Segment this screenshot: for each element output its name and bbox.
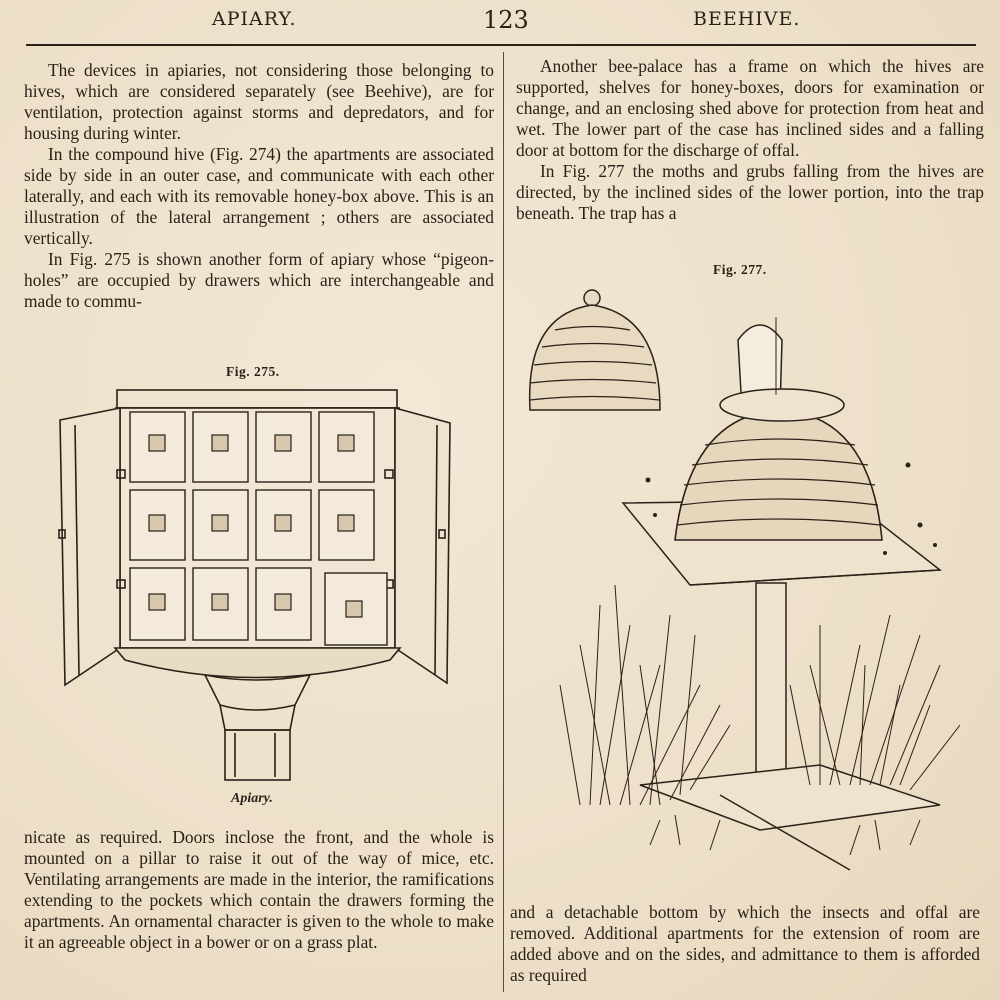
paragraph: In Fig. 275 is shown another form of apiary whose “pigeon-holes” are occupied by drawers which are interchangeable and made to commu-: [24, 249, 494, 311]
right-column-continuation: [510, 902, 980, 986]
figure-277-label: Fig. 277.: [713, 262, 767, 277]
figure-277-beehive-trap: [520, 285, 970, 885]
left-column-continuation: [24, 827, 494, 953]
paragraph: Another bee-palace has a frame on which the hives are supported, shelves for honey-boxes, doors for examination or change, and an enclosing shed above for protection from heat and wet. The lower part of the case has inclined sides and a falling door at bottom for the discharge of offal.: [516, 56, 984, 160]
paragraph: The devices in apiaries, not considering those belonging to hives, which are considered separately (see Beehive), are for ventilation, protection against storms and depredators, and for housing during winter.: [24, 60, 494, 143]
figure-275-caption: Apiary.: [231, 791, 273, 806]
figure-275-apiary-cabinet: [55, 385, 455, 795]
paragraph: In Fig. 277 the moths and grubs falling from the hives are directed, by the inclined sides of the lower portion, into the trap beneath. The trap has a: [516, 161, 984, 223]
left-column-text: [24, 60, 494, 312]
right-column-text: [516, 56, 984, 224]
page-number: 123: [483, 6, 529, 34]
column-divider: [503, 52, 504, 992]
paragraph: and a detachable bottom by which the insects and offal are removed. Additional apartments for the extension of room are added above and on the sides, and admittance to them is afforded as required: [510, 902, 980, 985]
figure-275-label: Fig. 275.: [226, 364, 280, 379]
running-head-left: APIARY.: [212, 8, 297, 30]
paragraph: nicate as required. Doors inclose the front, and the whole is mounted on a pillar to raise it out of the way of mice, etc. Ventilating arrangements are made in the interior, the ramifications extending to the pockets which contain the drawers forming the apartments. An ornamental character is given to the whole to make it an agreeable object in a bower or on a grass plat.: [24, 827, 494, 952]
paragraph: In the compound hive (Fig. 274) the apartments are associated side by side in an outer case, and communicate with each other laterally, and each with its removable honey-box above. This is an illustration of the lateral arrangement ; others are associated vertically.: [24, 144, 494, 248]
running-head-right: BEEHIVE.: [693, 8, 801, 30]
header-rule: [26, 44, 976, 46]
